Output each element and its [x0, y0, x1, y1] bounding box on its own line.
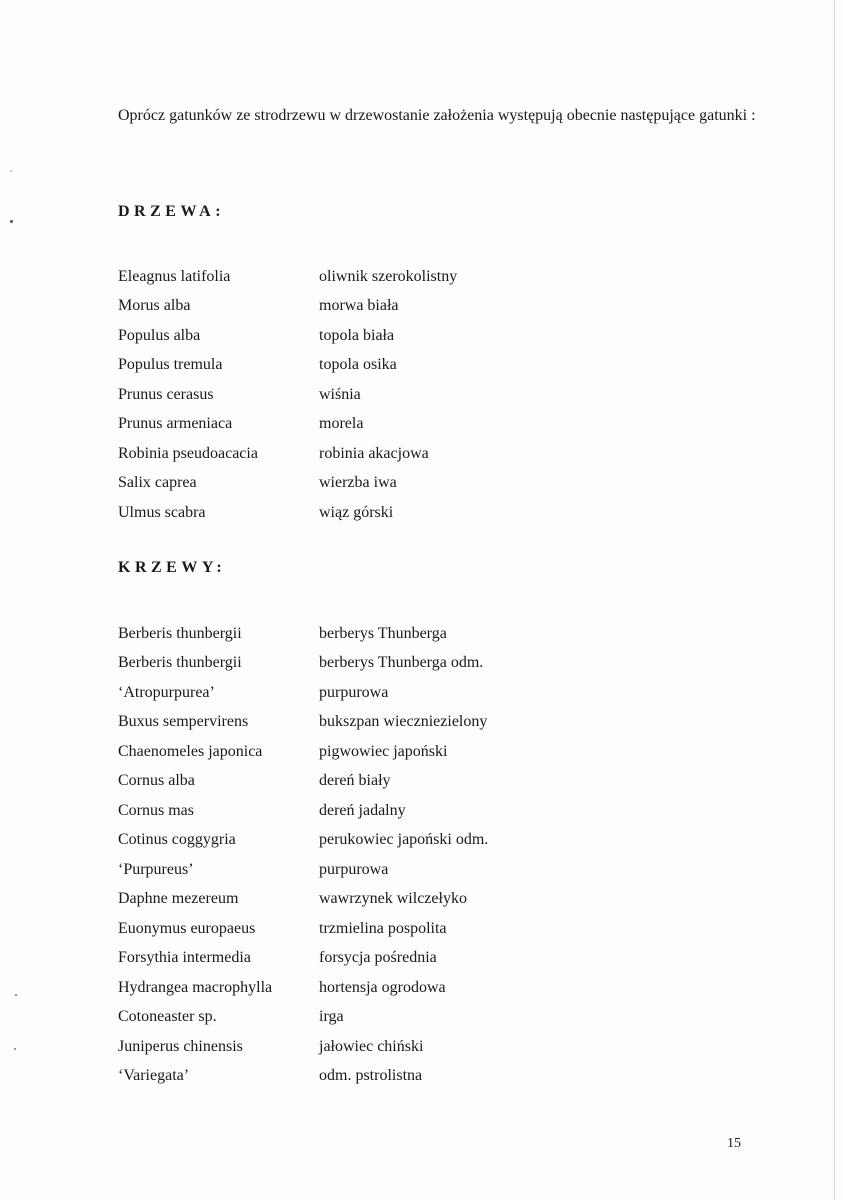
latin-name: Cotoneaster sp. — [118, 1008, 217, 1026]
scan-speck — [10, 220, 13, 223]
species-row — [118, 619, 488, 649]
polish-name: topola biała — [319, 326, 395, 344]
polish-name: wiąz górski — [319, 503, 394, 521]
latin-name: Hydrangea macrophylla — [118, 978, 273, 996]
species-row — [118, 796, 488, 826]
species-row — [118, 1003, 488, 1033]
species-row — [118, 767, 488, 797]
polish-name: forsycja pośrednia — [319, 949, 437, 967]
species-row — [118, 855, 488, 885]
species-row — [118, 1062, 488, 1092]
species-row — [118, 826, 488, 856]
latin-name: Robinia pseudoacacia — [118, 444, 258, 462]
polish-name: dereń biały — [319, 772, 391, 790]
polish-name: purpurowa — [319, 683, 389, 701]
polish-name: dereń jadalny — [319, 801, 406, 819]
species-row — [118, 380, 457, 410]
polish-name: hortensja ogrodowa — [319, 978, 446, 996]
polish-name: topola osika — [319, 356, 397, 374]
polish-name: pigwowiec japoński — [319, 742, 448, 760]
latin-name: Morus alba — [118, 297, 191, 315]
latin-name: Cotinus coggygria — [118, 831, 236, 849]
species-row — [118, 292, 457, 322]
polish-name: wawrzynek wilczełyko — [319, 890, 467, 908]
latin-name: ‘Variegata’ — [118, 1067, 190, 1085]
scan-speck — [14, 1048, 16, 1050]
species-row — [118, 1032, 488, 1062]
latin-name: Populus alba — [118, 326, 201, 344]
intro-paragraph: Oprócz gatunków ze strodrzewu w drzewostanie założenia występują obecnie następujące gatunki : — [118, 107, 756, 124]
scan-speck — [15, 994, 17, 996]
latin-name: Chaenomeles japonica — [118, 742, 263, 760]
section-heading-trees: DRZEWA: — [118, 203, 226, 220]
species-row — [118, 944, 488, 974]
species-row — [118, 678, 488, 708]
latin-name: Euonymus europaeus — [118, 919, 256, 937]
page-number: 15 — [727, 1136, 741, 1151]
species-row — [118, 351, 457, 381]
latin-name: Cornus mas — [118, 801, 194, 819]
species-row — [118, 498, 457, 528]
polish-name: wiśnia — [319, 385, 361, 403]
species-row — [118, 469, 457, 499]
scan-speck — [10, 170, 12, 172]
polish-name: morwa biała — [319, 297, 399, 315]
latin-name: Ulmus scabra — [118, 503, 206, 521]
polish-name: robinia akacjowa — [319, 444, 429, 462]
species-row — [118, 737, 488, 767]
latin-name: Forsythia intermedia — [118, 949, 251, 967]
latin-name: Eleagnus latifolia — [118, 267, 231, 285]
polish-name: oliwnik szerokolistny — [319, 267, 458, 285]
species-row — [118, 708, 488, 738]
polish-name: irga — [319, 1008, 344, 1026]
latin-name: ‘Atropurpurea’ — [118, 683, 215, 701]
polish-name: morela — [319, 415, 364, 433]
latin-name: Cornus alba — [118, 772, 195, 790]
polish-name: perukowiec japoński odm. — [319, 831, 489, 849]
latin-name: Salix caprea — [118, 474, 197, 492]
polish-name: purpurowa — [319, 860, 389, 878]
page-edge — [834, 0, 835, 1200]
latin-name: Berberis thunbergii — [118, 624, 242, 642]
polish-name: berberys Thunberga odm. — [319, 654, 484, 672]
latin-name: Daphne mezereum — [118, 890, 239, 908]
polish-name: odm. pstrolistna — [319, 1067, 423, 1085]
latin-name: ‘Purpureus’ — [118, 860, 194, 878]
latin-name: Buxus sempervirens — [118, 713, 249, 731]
latin-name: Berberis thunbergii — [118, 654, 242, 672]
polish-name: berberys Thunberga — [319, 624, 447, 642]
species-row — [118, 321, 457, 351]
latin-name: Prunus armeniaca — [118, 415, 233, 433]
species-list-shrubs — [118, 619, 488, 1091]
polish-name: jałowiec chiński — [319, 1037, 424, 1055]
latin-name: Populus tremula — [118, 356, 223, 374]
latin-name: Prunus cerasus — [118, 385, 214, 403]
species-row — [118, 410, 457, 440]
species-row — [118, 914, 488, 944]
latin-name: Juniperus chinensis — [118, 1037, 243, 1055]
section-heading-shrubs: KRZEWY: — [118, 559, 227, 576]
species-row — [118, 973, 488, 1003]
species-row — [118, 439, 457, 469]
species-row — [118, 262, 457, 292]
polish-name: trzmielina pospolita — [319, 919, 447, 937]
polish-name: wierzba iwa — [319, 474, 397, 492]
species-row — [118, 885, 488, 915]
polish-name: bukszpan wieczniezielony — [319, 713, 488, 731]
species-list-trees — [118, 262, 457, 528]
species-row — [118, 649, 488, 679]
